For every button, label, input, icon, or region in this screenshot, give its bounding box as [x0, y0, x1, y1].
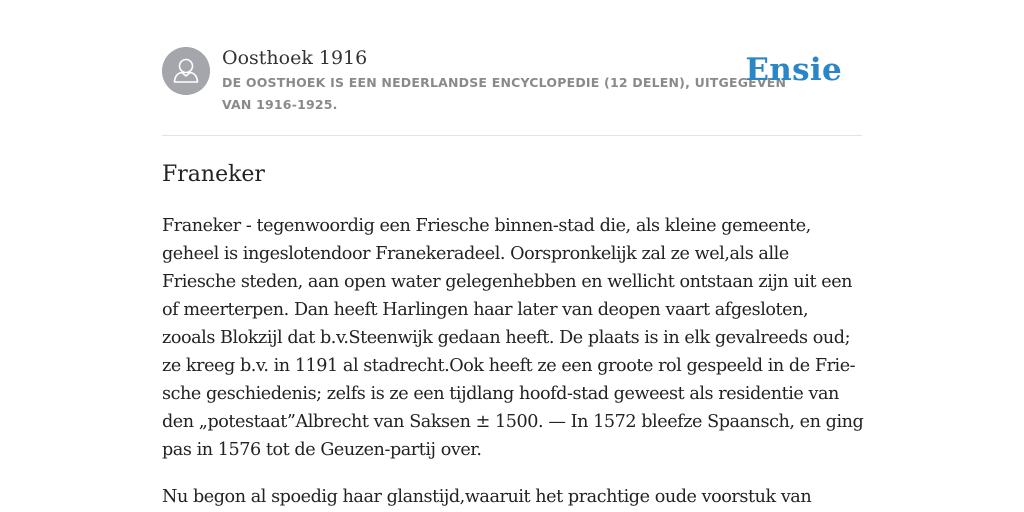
source-description-line: DE OOSTHOEK IS EEN NEDERLANDSE ENCYCLOPEDIE (12 DELEN), UITGEGEVEN [222, 75, 787, 90]
user-placeholder-icon[interactable] [162, 47, 210, 95]
source-description [222, 72, 787, 116]
paragraph-line: Friesche steden, aan open water gelegenhebben en wellicht ontstaan zijn uit een [162, 272, 853, 292]
source-header [162, 0, 862, 136]
paragraph-line: geheel is ingeslotendoor Franekeradeel. Oorspronkelijk zal ze wel,als alle [162, 244, 789, 264]
page-container [162, 0, 864, 507]
paragraph-line: ze kreeg b.v. in 1191 al stadrecht.Ook heeft ze een groote rol gespeeld in de Frie- [162, 356, 856, 376]
paragraph-line: of meerterpen. Dan heeft Harlingen haar later van deopen vaart afgesloten, [162, 300, 809, 320]
ensie-logo[interactable]: Ensie [745, 52, 842, 88]
source-description-line: VAN 1916-1925. [222, 97, 338, 112]
paragraph-line: zooals Blokzijl dat b.v.Steenwijk gedaan heeft. De plaats is in elk gevalreeds oud; [162, 328, 851, 348]
paragraph-line: Franeker - tegenwoordig een Friesche binnen-stad die, als kleine gemeente, [162, 216, 811, 236]
paragraph-line: sche geschiedenis; zelfs is ze een tijdlang hoofd-stad geweest als residentie van [162, 384, 839, 404]
paragraph-line: den „potestaat”Albrecht van Saksen ± 1500. — In 1572 bleefze Spaansch, en ging [162, 412, 864, 432]
article-paragraph [162, 212, 867, 464]
paragraph-line: Nu begon al spoedig haar glanstijd,waaruit het prachtige oude voorstuk van [162, 487, 812, 507]
article-paragraph-2 [162, 483, 867, 511]
article-title: Franeker [162, 162, 265, 187]
paragraph-line: pas in 1576 tot de Geuzen-partij over. [162, 440, 482, 460]
source-title[interactable]: Oosthoek 1916 [222, 47, 368, 69]
